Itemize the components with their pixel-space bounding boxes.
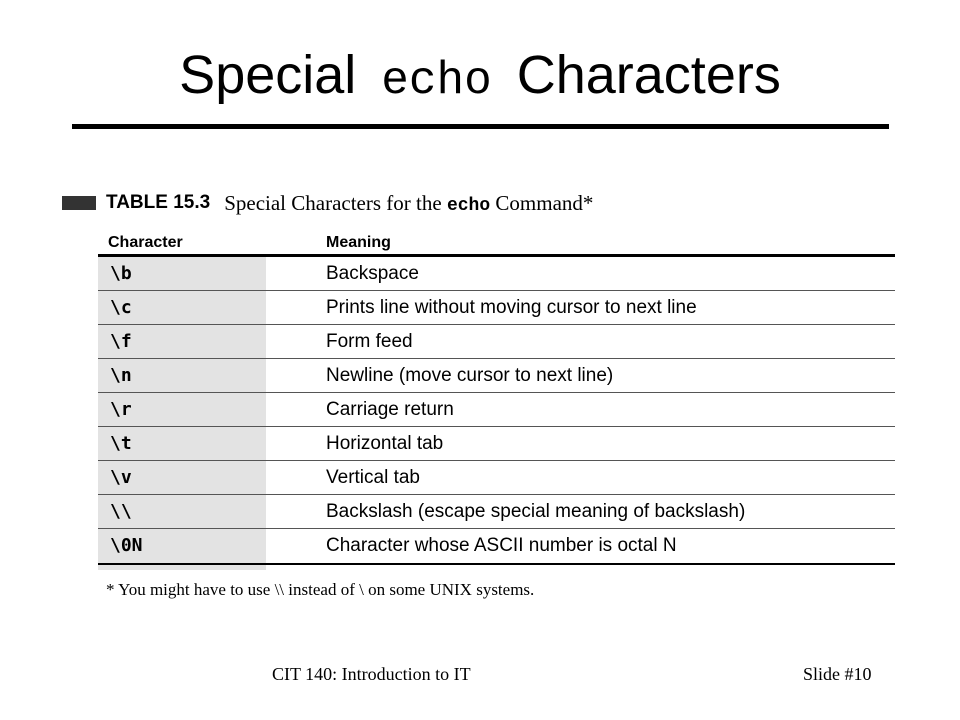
cell-meaning: Newline (move cursor to next line) <box>326 365 614 386</box>
table-row <box>98 257 895 291</box>
footer-slide-number: Slide #10 <box>803 664 872 684</box>
table-row <box>98 529 895 565</box>
table-header-row <box>98 230 895 254</box>
table-row <box>98 495 895 529</box>
table-row <box>98 393 895 427</box>
footer-course: CIT 140: Introduction to IT <box>272 664 471 684</box>
cell-meaning: Vertical tab <box>326 467 420 488</box>
header-character: Character <box>108 234 183 251</box>
slide-title <box>0 40 960 116</box>
cell-meaning: Backslash (escape special meaning of backslash) <box>326 501 746 522</box>
caption-before: Special Characters for the <box>224 190 442 215</box>
header-meaning: Meaning <box>326 234 391 251</box>
caption-text <box>224 191 593 216</box>
caption-bar <box>62 196 96 210</box>
cell-meaning: Prints line without moving cursor to next line <box>326 297 697 318</box>
cell-character: \b <box>110 263 132 284</box>
cell-meaning: Backspace <box>326 263 419 284</box>
title-rule <box>72 124 889 129</box>
table-row <box>98 427 895 461</box>
table-number: TABLE 15.3 <box>106 192 211 213</box>
table-caption <box>62 186 593 220</box>
caption-code: echo <box>446 195 491 216</box>
table-row <box>98 291 895 325</box>
cell-character: \f <box>110 331 132 352</box>
cell-meaning: Form feed <box>326 331 413 352</box>
title-part1: Special <box>179 45 357 105</box>
table-row <box>98 359 895 393</box>
table-body <box>98 257 895 565</box>
cell-character: \n <box>110 365 132 386</box>
cell-character: \c <box>110 297 132 318</box>
cell-character: \r <box>110 399 132 420</box>
caption-after: Command* <box>495 190 594 215</box>
table-row <box>98 325 895 359</box>
cell-meaning: Horizontal tab <box>326 433 444 454</box>
title-code: echo <box>381 55 492 107</box>
table-row <box>98 461 895 495</box>
cell-meaning: Character whose ASCII number is octal N <box>326 535 677 556</box>
cell-character: \t <box>110 433 132 454</box>
cell-character: \0N <box>110 535 143 556</box>
cell-meaning: Carriage return <box>326 399 454 420</box>
table-footnote: * You might have to use \\ instead of \ on some UNIX systems. <box>106 580 535 599</box>
cell-character: \v <box>110 467 132 488</box>
cell-character: \\ <box>110 501 132 522</box>
title-part2: Characters <box>516 45 781 105</box>
